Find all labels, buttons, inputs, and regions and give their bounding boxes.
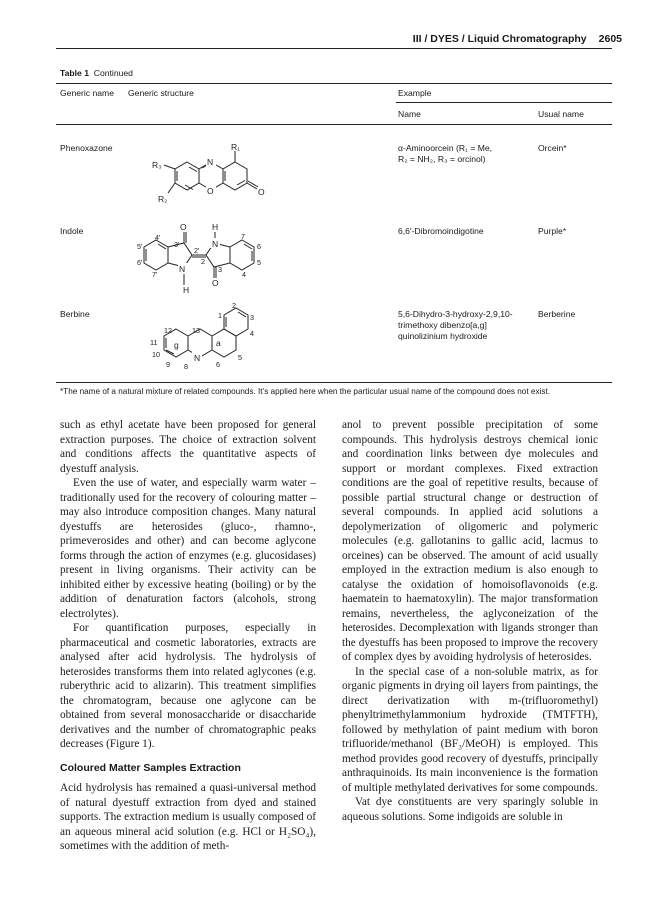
- locant-3: 3: [250, 313, 254, 322]
- row-phenoxazone-usual: Orcein*: [538, 143, 567, 153]
- col-generic-structure: Generic structure: [128, 88, 194, 98]
- table-bottom-rule: [56, 382, 612, 383]
- example-line: trimethoxy dibenzo[a,g]: [398, 320, 487, 330]
- atom-h: H: [183, 285, 190, 295]
- example-line: quinolizinium hydroxide: [398, 331, 488, 341]
- row-indole-generic: Indole: [60, 226, 84, 236]
- example-line: 5,6-Dihydro-3-hydroxy-2,9,10-: [398, 309, 513, 319]
- locant-4p: 4': [155, 233, 161, 242]
- row-indole-usual: Purple*: [538, 226, 567, 236]
- locant-10: 10: [152, 350, 160, 359]
- atom-o: O: [180, 222, 187, 232]
- table-top-rule: [56, 83, 612, 84]
- col-usual-name: Usual name: [538, 109, 584, 119]
- locant-3p: 3': [174, 240, 180, 249]
- header-rule: [56, 48, 612, 49]
- atom-o-carbonyl: O: [258, 187, 265, 197]
- locant-6: 6: [216, 360, 220, 369]
- section-title: III / DYES / Liquid Chromatography: [412, 33, 587, 45]
- locant-6p: 6': [137, 258, 143, 267]
- table-caption: [60, 68, 133, 79]
- row-indole-example: 6,6′-Dibromoindigotine: [398, 226, 484, 236]
- section-heading: Coloured Matter Samples Extraction: [60, 761, 241, 774]
- atom-n: N: [194, 353, 201, 363]
- locant-7: 7: [241, 232, 245, 241]
- header-bottom-rule: [56, 124, 612, 125]
- ring-label-g: g: [174, 340, 179, 350]
- locant-2: 2: [232, 301, 236, 310]
- row-phenoxazone-generic: Phenoxazone: [60, 143, 113, 153]
- atom-o: O: [212, 278, 219, 288]
- label-r1: R₁: [231, 142, 241, 152]
- benzene-ring-prime: [230, 240, 254, 270]
- quinone-ring: [223, 162, 247, 190]
- row-berbine-example: [398, 309, 513, 342]
- locant-13: 13: [192, 326, 200, 335]
- atom-n: N: [212, 239, 219, 249]
- label-r3: R₃: [152, 160, 162, 170]
- col-name: Name: [398, 109, 421, 119]
- row-berbine-generic: Berbine: [60, 309, 90, 319]
- berbine-structure: [128, 300, 288, 380]
- table-subtitle: Continued: [93, 68, 133, 78]
- paragraph: Even the use of water, and especially warm water – traditionally used for the recovery of colouring matter – may also introduce composition changes. Many natural dyestuffs are heterosides (gluco-, rhamno-, primeverosides and other) and can become aglycone forms through the action of enzymes (e.g. glucosidases) present in living organisms. Their activity can be inhibited either by excessive heating (boiling) or by the addition of denaturation factors (alcohols, strong electrolytes).: [60, 477, 316, 620]
- ring-label-a: a: [216, 338, 221, 348]
- row-phenoxazone-example: [398, 143, 492, 165]
- atom-n: N: [207, 157, 214, 167]
- locant-2p: 2': [194, 246, 200, 255]
- locant-5: 5: [238, 353, 242, 362]
- atom-n: N: [179, 264, 186, 274]
- locant-9: 9: [166, 360, 170, 369]
- table-number: Table 1: [60, 68, 89, 78]
- paragraph: Acid hydrolysis has remained a quasi-universal method of natural dyestuff extraction from dyed and stained supports. The extraction medium is usually composed of an aqueous mineral acid solution (e.g. HCl or H₂SO₄), sometimes with the addition of meth-: [60, 782, 316, 852]
- example-line: α-Aminoorcein (R₁ = Me,: [398, 143, 493, 153]
- locant-11: 11: [150, 338, 158, 347]
- atom-h: H: [212, 222, 219, 232]
- right-column: [342, 418, 598, 824]
- label-r2: R₂: [158, 194, 168, 204]
- locant-3: 3: [218, 265, 222, 274]
- example-rule: [396, 102, 612, 103]
- row-berbine-usual: Berberine: [538, 309, 576, 319]
- example-line: R₂ = NH₂, R₃ = orcinol): [398, 154, 486, 164]
- locant-5p: 5': [137, 242, 143, 251]
- benzene-ring: [144, 240, 168, 270]
- locant-4: 4: [242, 270, 246, 279]
- col-generic-name: Generic name: [60, 88, 114, 98]
- bond-line: [164, 165, 175, 169]
- locant-4: 4: [250, 329, 254, 338]
- ring-a-top: [224, 308, 248, 336]
- locant-12: 12: [164, 326, 172, 335]
- paragraph: anol to prevent possible precipitation of some compounds. This hydrolysis destroys chemical ionic and coordination links between dye molecules and support or mordant complexes. Fixed extraction conditions are the goal of repetitive results, because of possible partial structural change or destruction of several compounds. In applied acid solutions a depolymerization of oligomeric and polymeric molecules (e.g. gallotanins to gallic acid, lacmus to orceines) can be observed. The amount of acid usually employed in the extraction medium is also enough to catalyse the oxidation of homoisoflavonoids (e.g. haematein to haematoxylin). The major transformation remains, nevertheless, the aglyconeization of the heterosides. Decomplexation with ligands stronger than the dyestuffs has been proposed to improve the recovery of complex dyes by avoiding hydrolysis of heterosides.: [342, 419, 598, 663]
- indigo-structure: [128, 218, 288, 298]
- locant-1: 1: [218, 311, 222, 320]
- running-head: [413, 33, 622, 45]
- table-footnote: *The name of a natural mixture of related compounds. It’s applied here when the particular usual name of the compound does not exist.: [60, 387, 551, 396]
- locant-2: 2: [201, 257, 205, 266]
- left-column: [60, 418, 316, 854]
- paragraph: For quantification purposes, especially in pharmaceutical and cosmetic laboratories, extracts are analysed after acid hydrolysis. The hydrolysis of heterosides transforms them into related aglycones (e.g. ruberythric acid to alizarin). This treatment simplifies the chromatogram, because one aglycone can be obtained from several monosaccharide or disaccharide derivatives and the number of chromatographic peaks decreases (Figure 1).: [60, 622, 316, 750]
- col-example: Example: [398, 88, 432, 98]
- paragraph: In the special case of a non-soluble matrix, as for organic pigments in drying oil layers from paintings, the direct derivatization with m-(trifluoromethyl) phenyltrimethylammonium hydroxide (TMTFTH), followed by methylation of paint medium with boron trifluoride/methanol (BF₃/MeOH) is employed. This method provides good recovery of dyestuffs, principally anthraquinoids. Its main inconvenience is the formation of multiple methylated derivatives for some compounds.: [342, 665, 598, 794]
- locant-8: 8: [184, 362, 188, 371]
- phenoxazone-structure: [128, 138, 288, 210]
- page-number: 2605: [598, 33, 622, 45]
- locant-5: 5: [257, 258, 261, 267]
- paragraph: Vat dye constituents are very sparingly soluble in aqueous solutions. Some indigoids are soluble in: [342, 796, 598, 823]
- locant-7p: 7': [152, 270, 158, 279]
- atom-o: O: [207, 186, 214, 196]
- bond-line: [168, 183, 175, 193]
- locant-6: 6: [257, 242, 261, 251]
- paragraph: such as ethyl acetate have been proposed for general extraction purposes. The choice of extraction solvent and conditions affects the quantitative aspects of dyestuff analysis.: [60, 419, 316, 475]
